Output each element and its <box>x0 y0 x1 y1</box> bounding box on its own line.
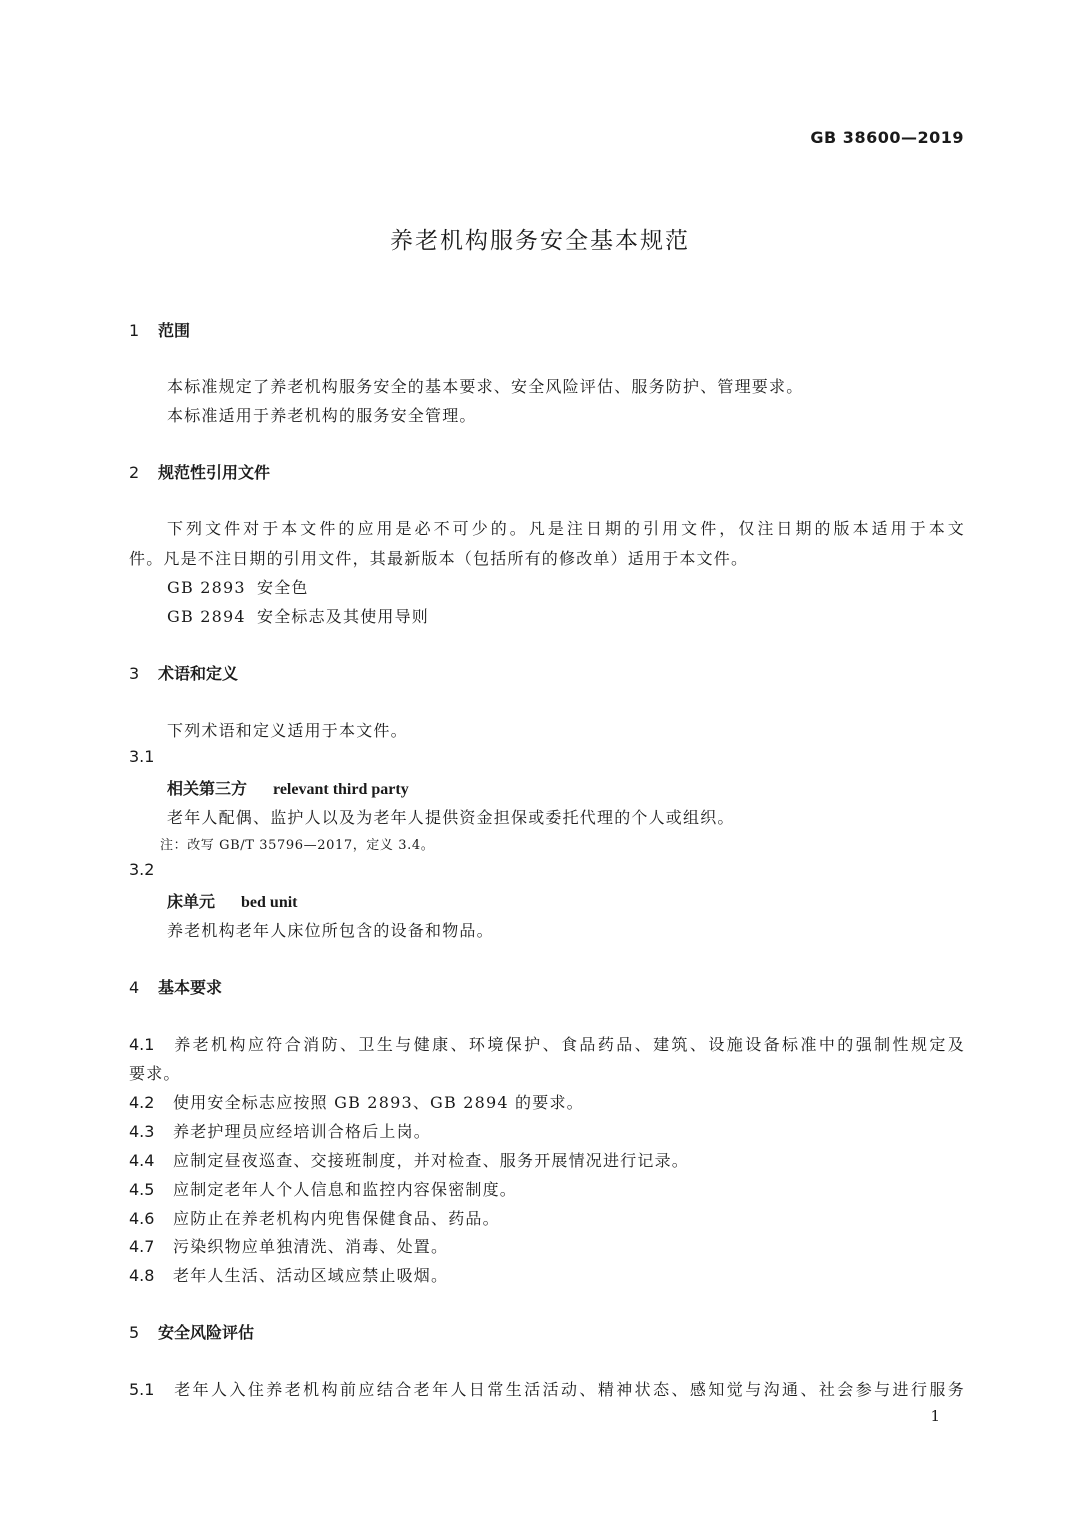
item-number: 4.3 <box>129 1122 155 1141</box>
reference-code: GB 2894 <box>167 607 246 626</box>
item-text: 养老机构应符合消防、卫生与健康、环境保护、食品药品、建筑、设施设备标准中的强制性规定及 <box>173 1035 965 1054</box>
paragraph-line: 下列文件对于本文件的应用是必不可少的。凡是注日期的引用文件，仅注日期的版本适用于本文 <box>167 519 965 538</box>
reference-item <box>167 604 429 627</box>
term-heading <box>167 889 297 912</box>
section-number: 2 <box>129 463 140 482</box>
standard-number: GB 38600—2019 <box>810 128 964 147</box>
term-en: bed unit <box>241 894 298 911</box>
requirement-item <box>129 1119 431 1142</box>
item-text: 应制定昼夜巡查、交接班制度，并对检查、服务开展情况进行记录。 <box>173 1151 690 1170</box>
term-cn: 床单元 <box>167 892 216 911</box>
item-text: 应防止在养老机构内兜售保健食品、药品。 <box>173 1209 500 1228</box>
term-note: 注：改写 GB/T 35796—2017，定义 3.4。 <box>160 838 435 853</box>
item-text: 老年人生活、活动区域应禁止吸烟。 <box>173 1266 449 1285</box>
requirement-item <box>129 1377 965 1400</box>
page-number: 1 <box>930 1407 940 1425</box>
term-en: relevant third party <box>273 781 409 798</box>
item-number: 4.5 <box>129 1180 155 1199</box>
requirement-item <box>129 1234 448 1257</box>
requirement-item <box>129 1148 689 1171</box>
item-number: 4.2 <box>129 1093 155 1112</box>
paragraph-line: 件。凡是不注日期的引用文件，其最新版本（包括所有的修改单）适用于本文件。 <box>129 549 749 568</box>
section-number: 3 <box>129 664 140 683</box>
section-5-heading <box>129 1320 254 1343</box>
item-text: 老年人入住养老机构前应结合老年人日常生活活动、精神状态、感知觉与沟通、社会参与进行服务 <box>173 1380 965 1399</box>
paragraph: 下列术语和定义适用于本文件。 <box>167 721 408 740</box>
item-text: 污染织物应单独清洗、消毒、处置。 <box>173 1237 449 1256</box>
term-definition: 养老机构老年人床位所包含的设备和物品。 <box>167 921 494 940</box>
section-title: 范围 <box>158 321 191 340</box>
item-text: 养老护理员应经培训合格后上岗。 <box>173 1122 432 1141</box>
section-number: 1 <box>129 321 140 340</box>
section-title: 安全风险评估 <box>158 1323 255 1342</box>
requirement-item <box>129 1206 500 1229</box>
item-number: 4.1 <box>129 1035 155 1054</box>
item-number: 4.4 <box>129 1151 155 1170</box>
term-definition: 老年人配偶、监护人以及为老年人提供资金担保或委托代理的个人或组织。 <box>167 808 735 827</box>
section-4-heading <box>129 975 222 998</box>
item-number: 4.6 <box>129 1209 155 1228</box>
term-number: 3.1 <box>129 747 155 766</box>
term-number: 3.2 <box>129 860 155 879</box>
document-title: 养老机构服务安全基本规范 <box>390 228 690 254</box>
section-2-heading <box>129 460 270 483</box>
requirement-item <box>129 1032 965 1055</box>
section-3-heading <box>129 661 238 684</box>
requirement-item <box>129 1177 517 1200</box>
paragraph: 本标准规定了养老机构服务安全的基本要求、安全风险评估、服务防护、管理要求。 <box>167 377 804 396</box>
item-number: 4.7 <box>129 1237 155 1256</box>
section-title: 基本要求 <box>158 978 223 997</box>
reference-name: 安全标志及其使用导则 <box>257 607 430 626</box>
section-number: 4 <box>129 978 140 997</box>
reference-code: GB 2893 <box>167 578 246 597</box>
section-title: 术语和定义 <box>158 664 239 683</box>
reference-item <box>167 575 309 598</box>
item-number: 5.1 <box>129 1380 155 1399</box>
paragraph: 本标准适用于养老机构的服务安全管理。 <box>167 406 477 425</box>
section-1-heading <box>129 318 190 341</box>
section-title: 规范性引用文件 <box>158 463 271 482</box>
term-heading <box>167 776 409 799</box>
requirement-item <box>129 1263 448 1286</box>
requirement-item <box>129 1090 584 1113</box>
item-text: 使用安全标志应按照 GB 2893、GB 2894 的要求。 <box>173 1093 584 1112</box>
term-cn: 相关第三方 <box>167 779 248 798</box>
item-text-continued: 要求。 <box>129 1064 181 1083</box>
item-number: 4.8 <box>129 1266 155 1285</box>
section-number: 5 <box>129 1323 140 1342</box>
item-text: 应制定老年人个人信息和监控内容保密制度。 <box>173 1180 518 1199</box>
reference-name: 安全色 <box>257 578 309 597</box>
